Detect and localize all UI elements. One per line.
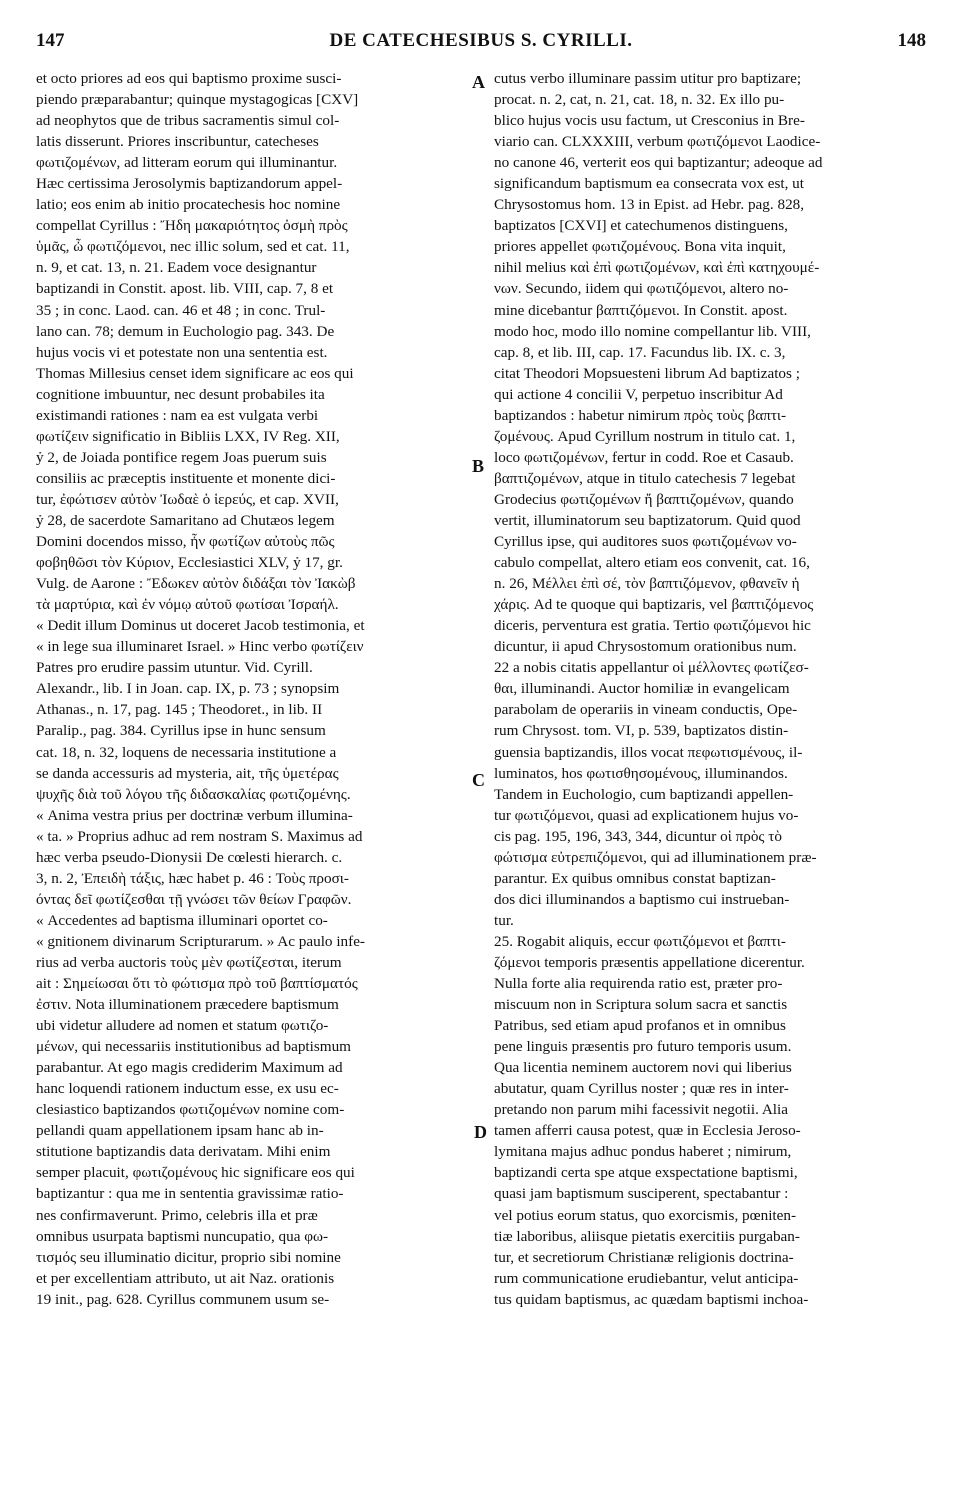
right-column-text: cutus verbo illuminare passim utitur pro baptizare; procat. n. 2, cat, n. 21, cat. 18, n. 32. Ex illo pu- blico hujus vocis usu factum, ut Cresconius in Bre- viario can. CLXXXIII, verbum φωτιζόμενοι Laodice- no canone 46, verterit eos qui baptizantur; adeoque ad significandum baptismum ea consecrata vox est, ut Chrysostomus hom. 13 in Epist. ad Hebr. pag. 828, baptizatos [CXVI] et catechumenos distinguens, priores appellet φωτιζομένους. Bona vita inquit, nihil melius καὶ ἐπὶ φωτιζομένων, καὶ ἐπὶ κατηχουμέ- νων. Secundo, iidem qui φωτιζόμενοι, altero no- mine dicebantur βαπτιζόμενοι. In Constit. apost. modo hoc, modo illo nomine compellantur lib. VIII, cap. 8, et lib. III, cap. 17. Facundus lib. IX. c. 3, citat Theodori Mopsuesteni librum Ad baptizatos ; qui actione 4 concilii V, perpetuo inscribitur Ad baptizandos : habetur nimirum πρὸς τοὺς βαπτι- ζομένους. Apud Cyrillum nostrum in titulo cat. 1, loco φωτιζομένων, fertur in codd. Roe et Casaub. βαπτιζομένων, atque in titulo catechesis 7 legebat Grodecius φωτιζομένων ἤ βαπτιζομένων, quando vertit, illuminatorum seu baptizatorum. Quid quod Cyrillus ipse, qui auditores suos φωτιζομένων vo- cabulo compellat, altero etiam eos convenit, cat. 16, n. 26, Μέλλει ἐπὶ σέ, τὸν βαπτιζόμενον, φθανεῖν ἡ χάρις. Ad te quoque qui baptizaris, vel βαπτιζόμενος diceris, perventura est gratia. Tertio φωτιζόμενοι hic dicuntur, ii apud Chrysostomum orationibus num. 22 a nobis citatis appellantur οἱ μέλλοντες φωτίζεσ- θαι, illuminandi. Auctor homiliæ in evangelicam parabolam de operariis in vineam conductis, Ope- rum Chrysost. tom. VI, p. 539, baptizatos distin- guensia baptizandis, illos vocat πεφωτισμένους, il- luminatos, hos φωτισθησομένους, illuminandos. Tandem in Euchologio, cum baptizandi appellen- tur φωτιζόμενοι, quasi ad explicationem hujus vo- cis pag. 195, 196, 343, 344, dicuntur οἱ πρὸς τὸ φώτισμα εὐτρεπιζόμενοι, qui ad illuminationem præ- parantur. Ex quibus omnibus constat baptizan- dos dici illuminandos a baptismo cui instrueban- tur. 25. Rogabit aliquis, eccur φωτιζόμενοι et βαπτι- ζόμενοι temporis præsentis appellatione dicerentur. Nulla forte alia requirenda ratio est, præter pro- miscuum non in Scriptura solum sacra et sanctis Patribus, sed etiam apud profanos et in omnibus pene linguis præsentis pro futuro temporis usum. Qua licentia neminem auctorem novi qui liberius abutatur, quam Cyrillus noster ; quæ res in inter- pretando non parum mihi facessivit negotii. Alia tamen afferri causa potest, quæ in Ecclesia Jeroso- lymitana majus adhuc pondus haberet ; nimirum, baptizandi certa spe atque exspectatione baptismi, quasi jam baptismum susciperent, spectabantur : vel potius eorum status, quo exorcismis, pœniten- tiæ laboribus, aliisque pietatis exercitiis purgaban- tur, et secretiorum Christianæ religionis doctrina- rum communicatione erudiebantur, velut anticipa- tus quidam baptismus, ac quædam baptismi inchoa- [494, 70, 823, 1308]
margin-marker-c: C [472, 770, 485, 790]
left-column-text: et octo priores ad eos qui baptismo proxime susci- piendo præparabantur; quinque mystagogicas [CXV] ad neophytos que de tribus sacramentis simul col- latis disserunt. Priores inscribuntur, catecheses φωτιζομένων, ad litteram eorum qui illuminantur. Hæc certissima Jerosolymis baptizandorum appel- latio; eos enim ab initio procatechesis hoc nomine compellat Cyrillus : Ἤδη μακαριότητος ὀσμὴ πρὸς ὑμᾶς, ὦ φωτιζόμενοι, nec illic solum, sed et cat. 11, n. 9, et cat. 13, n. 21. Eadem voce designantur baptizandi in Constit. apost. lib. VIII, cap. 7, 8 et 35 ; in conc. Laod. can. 46 et 48 ; in conc. Trul- lano can. 78; demum in Euchologio pag. 343. De hujus vocis vi et potestate non una sententia est. Thomas Millesius censet idem significare ac eos qui cognitione imbuuntur, nec desunt probabiles ita existimandi rationes : nam ea est vulgata verbi φωτίζειν significatio in Bibliis LXX, IV Reg. XII, ỷ 2, de Joiada pontifice regem Joas puerum suis consiliis ac præceptis instituente et monente dici- tur, ἐφώτισεν αὐτὸν Ἰωδαὲ ὁ ἱερεύς, et cap. XVII, ỷ 28, de sacerdote Samaritano ad Chutæos legem Domini docendos misso, ἦν φωτίζων αὐτοὺς πῶς φοβηθῶσι τὸν Κύριον, Ecclesiastici XLV, ỷ 17, gr. Vulg. de Aarone : Ἔδωκεν αὐτὸν διδάξαι τὸν Ἰακὼβ τὰ μαρτύρια, καὶ ἐν νόμῳ αὐτοῦ φωτίσαι Ἰσραήλ. « Dedit illum Dominus ut doceret Jacob testimonia, et « in lege sua illuminaret Israel. » Hinc verbo φωτίζειν Patres pro erudire passim utuntur. Vid. Cyrill. Alexandr., lib. I in Joan. cap. IX, p. 73 ; synopsim Athanas., n. 17, pag. 145 ; Theodoret., in lib. II Paralip., pag. 384. Cyrillus ipse in hunc sensum cat. 18, n. 32, loquens de necessaria institutione a se danda accessuris ad mysteria, ait, τῆς ὑμετέρας ψυχῆς διὰ τοῦ λόγου τῆς διδασκαλίας φωτιζομένης. « Anima vestra prius per doctrinæ verbum illumina- « ta. » Proprius adhuc ad rem nostram S. Maximus ad hæc verba pseudo-Dionysii De cœlesti hierarch. c. 3, n. 2, Ἐπειδὴ τάξις, hæc habet p. 46 : Τοὺς προσι- όντας δεῖ φωτίζεσθαι τῇ γνώσει τῶν θείων Γραφῶν. « Accedentes ad baptisma illuminari oportet co- « gnitionem divinarum Scripturarum. » Ac paulo infe- rius ad verba auctoris τοὺς μὲν φωτίζεσται, iterum ait : Σημείωσαι ὅτι τὸ φώτισμα πρὸ τοῦ βαπτίσματός ἐστιν. Nota illuminationem præcedere baptismum ubi videtur alludere ad nomen et statum φωτιζο- μένων, qui necessariis institutionibus ad baptismum parabantur. At ego magis crediderim Maximum ad hanc loquendi rationem inductum esse, ex usu ec- clesiastico baptizandos φωτιζομένων nomine com- pellandi quam appellationem ipsam hanc ab in- stitutione baptizandis data derivatam. Mihi enim semper placuit, φωτιζομένους hic significare eos qui baptizantur : qua me in sententia gravissimæ ratio- nes confirmaverunt. Primo, celebris illa et præ omnibus usurpata baptismi nuncupatio, qua φω- τισμός seu illuminatio dicitur, proprio sibi nomine et per excellentiam attributo, ut ait Naz. orationis 19 init., pag. 628. Cyrillus communem usum se- [36, 70, 365, 1308]
right-column [494, 68, 922, 1310]
margin-marker-b: B [472, 456, 485, 476]
margin-marker-a: A [472, 72, 485, 92]
page-number-right: 148 [897, 30, 926, 51]
margin-marker-d: D [474, 1122, 487, 1142]
running-header [36, 30, 926, 58]
page-number-left: 147 [36, 30, 65, 51]
left-column [36, 68, 470, 1310]
page-title: DE CATECHESIBUS S. CYRILLI. [329, 30, 633, 51]
